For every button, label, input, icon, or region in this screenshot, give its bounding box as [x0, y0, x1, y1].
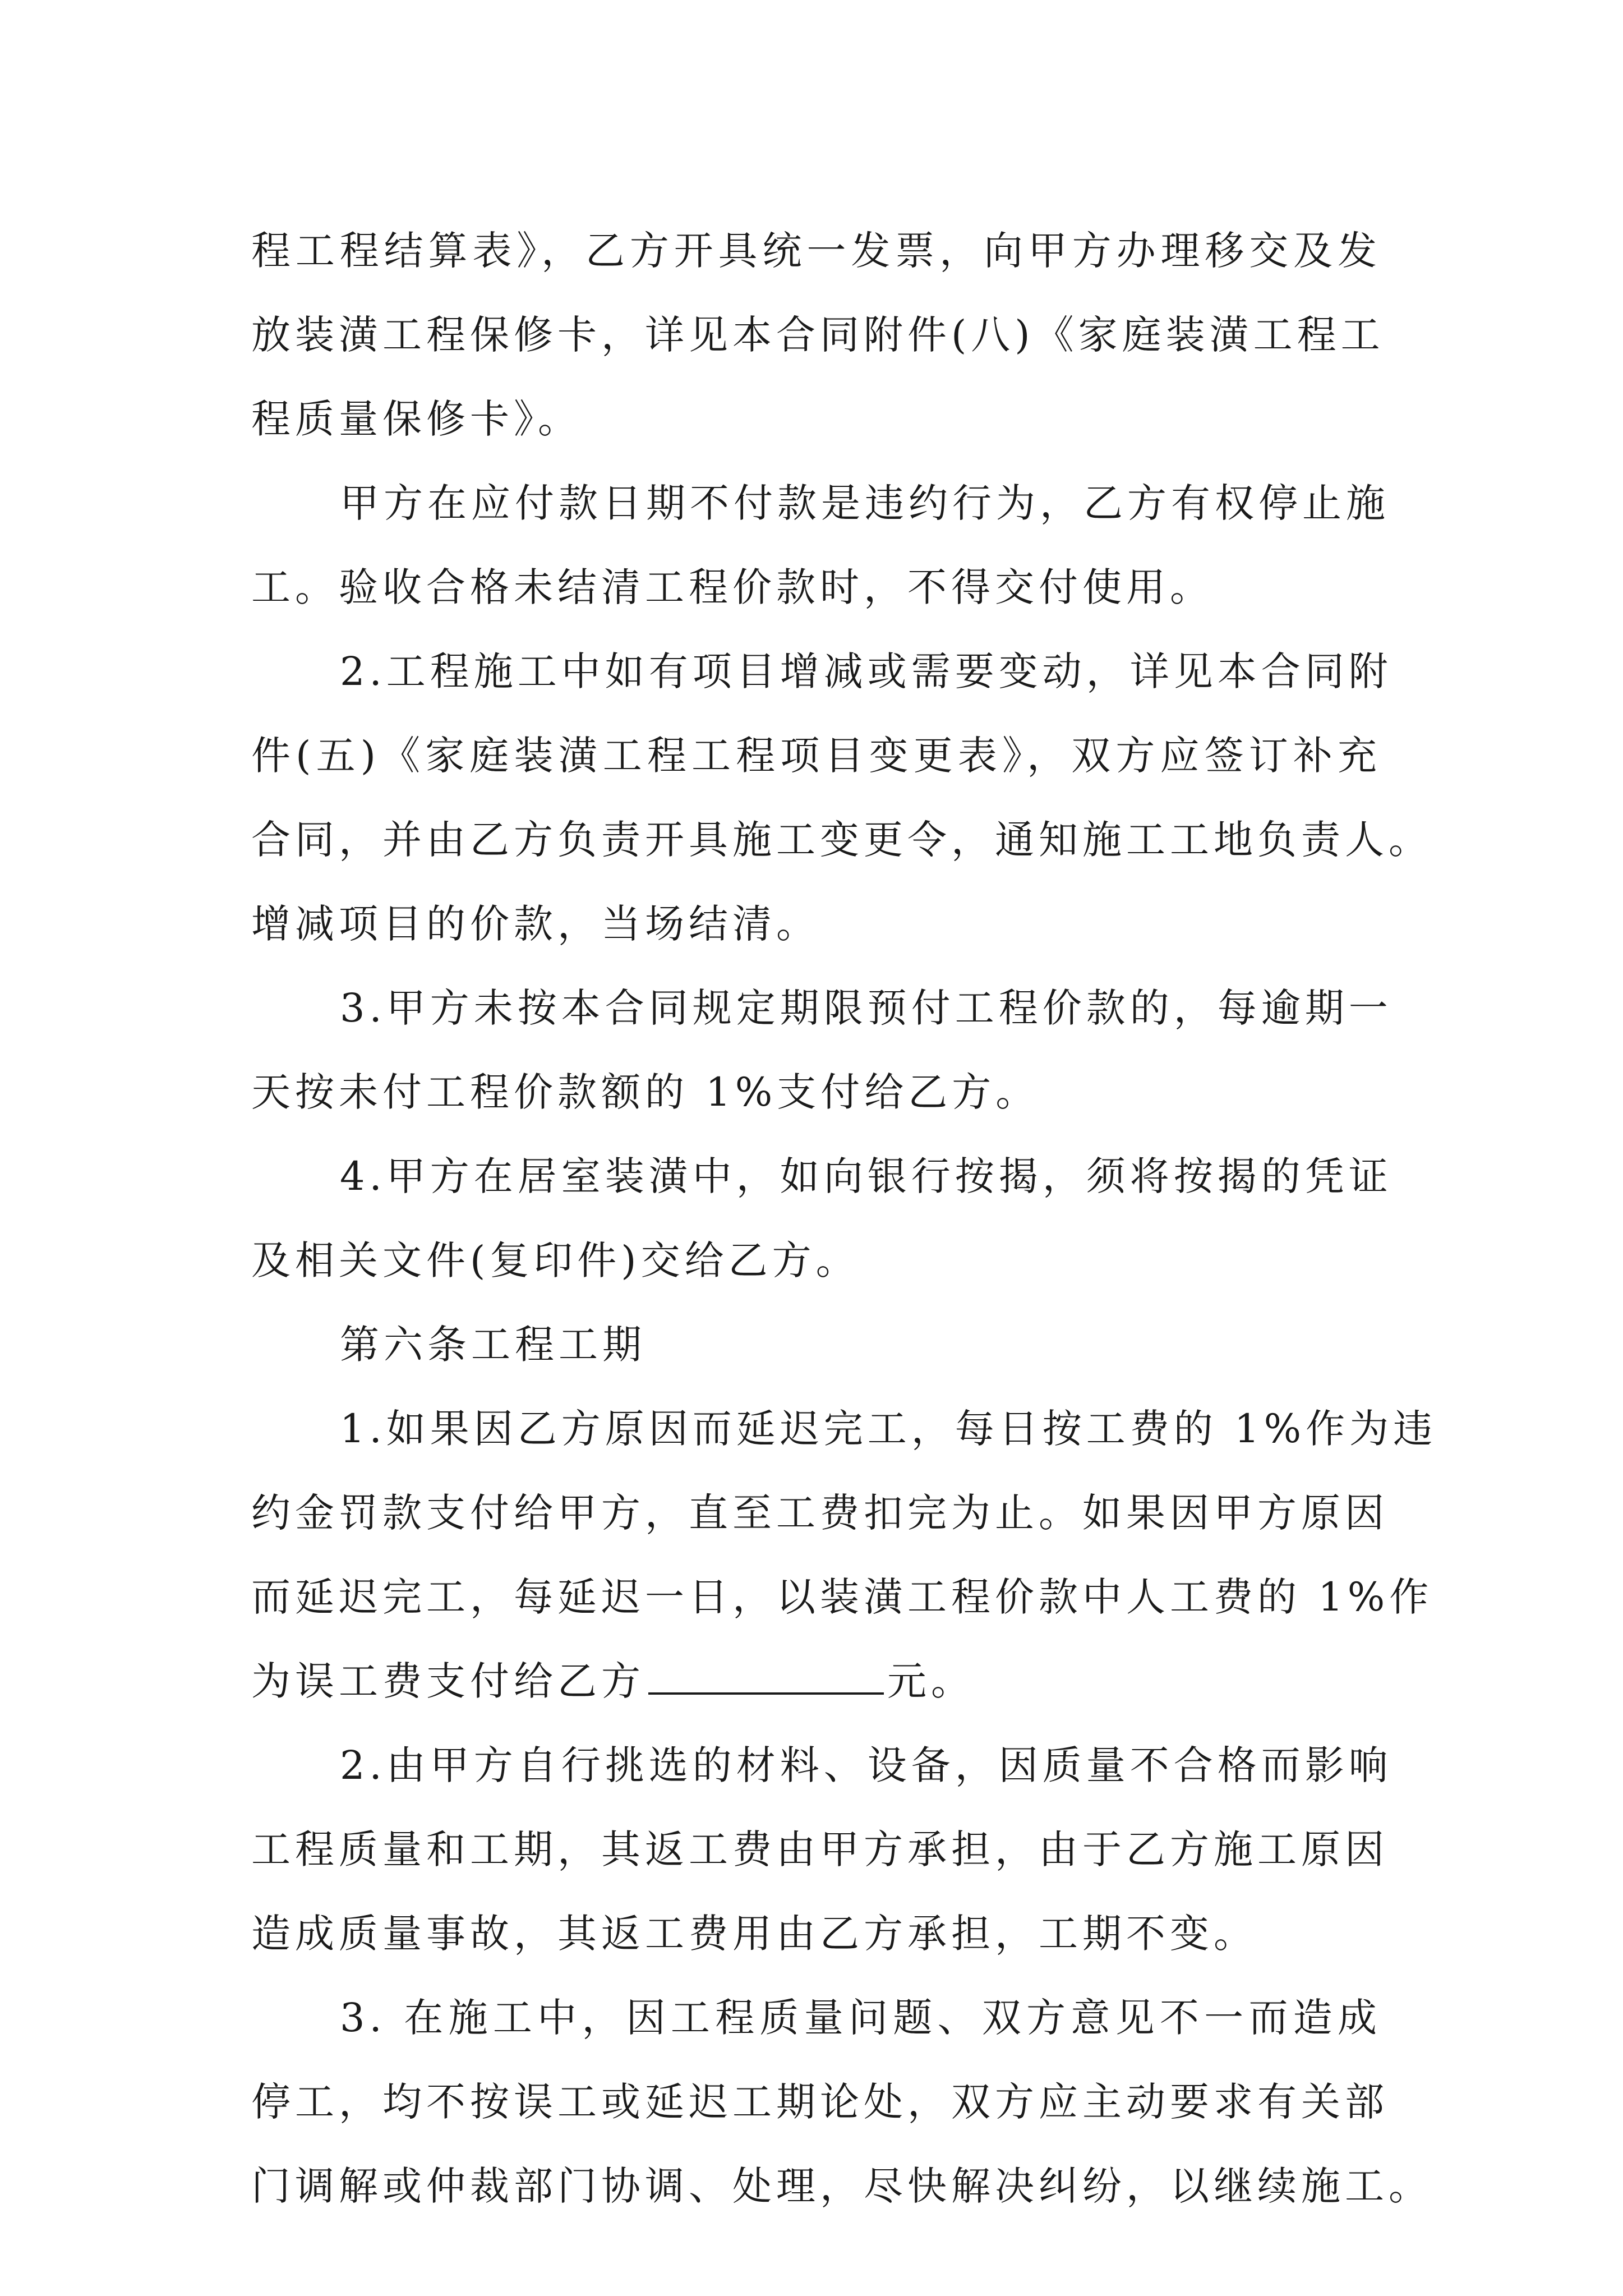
text-line: 门调解或仲裁部门协调、处理，尽快解决纠纷，以继续施工。: [251, 2163, 1432, 2209]
text-line: 程工程结算表》，乙方开具统一发票，向甲方办理移交及发: [251, 228, 1381, 274]
text-line: 工。验收合格未结清工程价款时，不得交付使用。: [251, 564, 1214, 610]
text-line: 3.甲方未按本合同规定期限预付工程价款的，每逾期一: [340, 985, 1393, 1031]
text-line: 约金罚款支付给甲方，直至工费扣完为止。如果因甲方原因: [251, 1490, 1389, 1536]
text-line: 1.如果因乙方原因而延迟完工，每日按工费的 1%作为违: [340, 1406, 1437, 1452]
section-heading: 第六条工程工期: [340, 1322, 646, 1368]
text-line: 停工，均不按误工或延迟工期论处，双方应主动要求有关部: [251, 2079, 1389, 2125]
text-line: 合同，并由乙方负责开具施工变更令，通知施工工地负责人。: [251, 817, 1432, 863]
text-segment: 为误工费支付给乙方: [251, 1658, 645, 1704]
text-line: 3. 在施工中，因工程质量问题、双方意见不一而造成: [340, 1995, 1381, 2041]
text-line: 件(五)《家庭装潢工程工程项目变更表》，双方应签订补充: [251, 733, 1381, 779]
text-line: 程质量保修卡》。: [251, 396, 582, 442]
text-line: 放装潢工程保修卡，详见本合同附件(八)《家庭装潢工程工: [251, 312, 1385, 358]
text-line: 而延迟完工，每延迟一日，以装潢工程价款中人工费的 1%作: [251, 1574, 1433, 1620]
text-line: 2.由甲方自行挑选的材料、设备，因质量不合格而影响: [340, 1742, 1393, 1788]
text-line: 及相关文件(复印件)交给乙方。: [251, 1237, 860, 1283]
text-line: 天按未付工程价款额的 1%支付给乙方。: [251, 1069, 1040, 1115]
document-page: [251, 209, 1437, 2228]
text-segment: 元。: [887, 1658, 975, 1704]
text-line: 2.工程施工中如有项目增减或需要变动，详见本合同附: [340, 648, 1393, 694]
text-line: 增减项目的价款，当场结清。: [251, 901, 820, 947]
text-line: 工程质量和工期，其返工费由甲方承担，由于乙方施工原因: [251, 1826, 1389, 1872]
text-line: [251, 1639, 1381, 1723]
fill-in-blank[interactable]: [648, 1659, 884, 1695]
text-line: 4.甲方在居室装潢中，如向银行按揭，须将按揭的凭证: [340, 1153, 1393, 1199]
text-line: 造成质量事故，其返工费用由乙方承担，工期不变。: [251, 1911, 1257, 1957]
text-line: 甲方在应付款日期不付款是违约行为，乙方有权停止施: [340, 480, 1390, 526]
